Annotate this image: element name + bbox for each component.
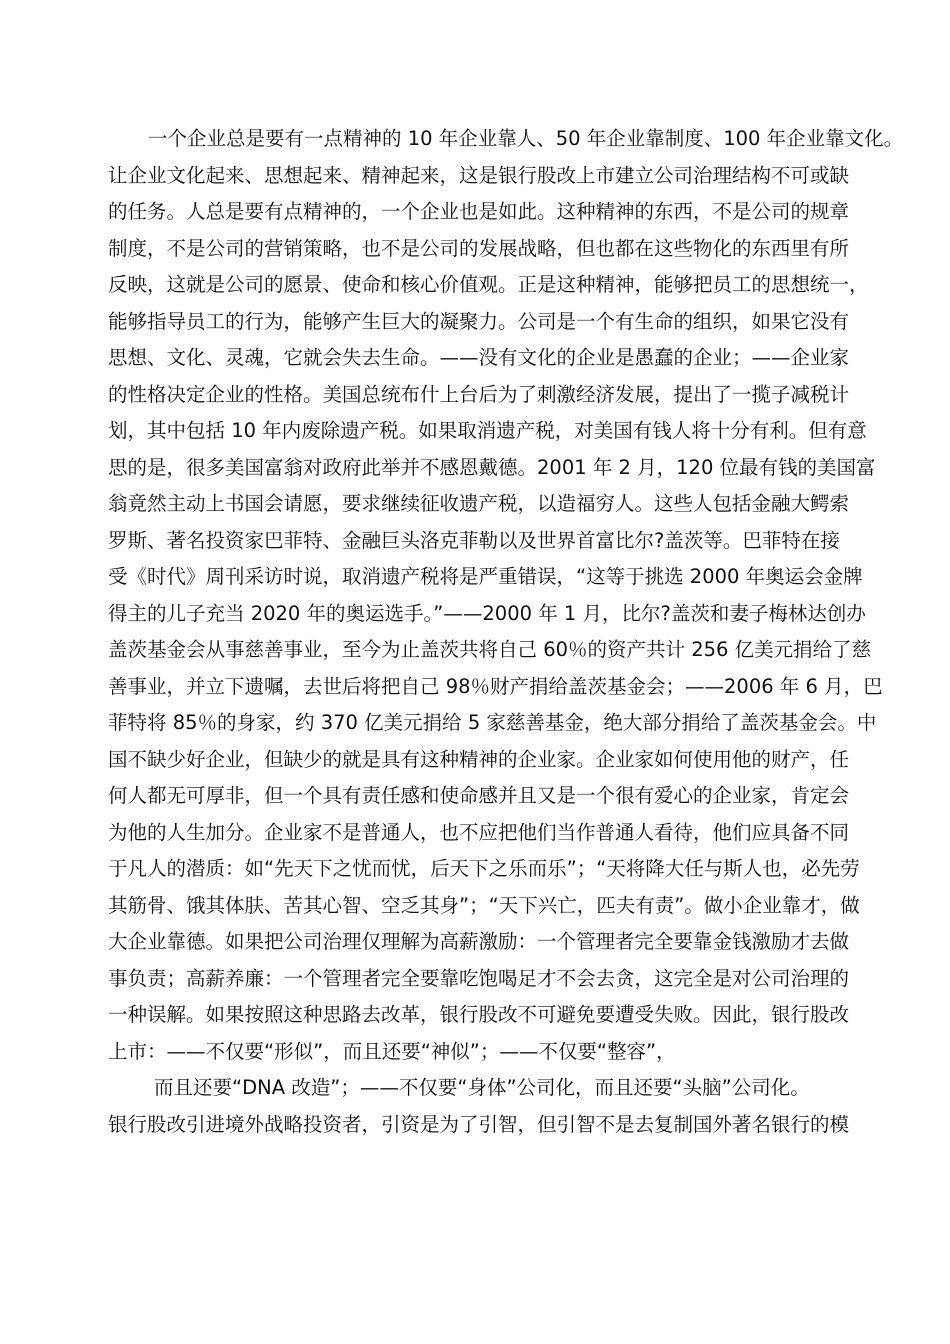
text-line: 划，其中包括 10 年内废除遗产税。如果取消遗产税，对美国有钱人将十分有利。但有意 [108,419,867,442]
text-line: 思的是，很多美国富翁对政府此举并不感恩戴德。2001 年 2 月，120 位最有钱的美国富 [108,455,876,479]
text-line: 得主的儿子充当 2020 年的奥运选手。”——2000 年 1 月，比尔?盖茨和妻子梅林达创办 [108,601,866,625]
text-line: 于凡人的潜质：如“先天下之忧而忧，后天下之乐而乐”；“天将降大任与斯人也，必先劳 [108,857,860,880]
text-line: 让企业文化起来、思想起来、精神起来，这是银行股改上市建立公司治理结构不可或缺 [108,163,850,187]
text-line: 银行股改引进境外战略投资者，引资是为了引智，但引智不是去复制国外著名银行的模 [108,1112,850,1136]
text-line: 的任务。人总是要有点精神的，一个企业也是如此。这种精神的东西，不是公司的规章 [108,200,850,223]
text-line: 其筋骨、饿其体肤、苦其心智、空乏其身”；“天下兴亡，匹夫有责”。做小企业靠才，做 [108,893,860,917]
text-line: 大企业靠德。如果把公司治理仅理解为高薪激励：一个管理者完全要靠金钱激励才去做 [108,930,850,953]
text-line: 菲特将 85％的身家，约 370 亿美元捐给 5 家慈善基金，绝大部分捐给了盖茨基金会。中 [108,711,877,734]
text-line: 盖茨基金会从事慈善事业，至今为止盖茨共将自己 60％的资产共计 256 亿美元捐给了慈 [108,638,872,661]
text-line: 何人都无可厚非，但一个具有责任感和使命感并且又是一个很有爱心的企业家，肯定会 [108,784,850,807]
text-line: 善事业，并立下遗嘱，去世后将把自己 98％财产捐给盖茨基金会；——2006 年 6 月，巴 [108,674,883,698]
text-line: 的性格决定企业的性格。美国总统布什上台后为了刺激经济发展，提出了一揽子减税计 [108,382,850,406]
text-line: 能够指导员工的行为，能够产生巨大的凝聚力。公司是一个有生命的组织，如果它没有 [108,309,850,333]
body-text [108,121,904,1143]
text-line: 国不缺少好企业，但缺少的就是具有这种精神的企业家。企业家如何使用他的财产，任 [108,747,850,771]
text-line: 为他的人生加分。企业家不是普通人，也不应把他们当作普通人看待，他们应具备不同 [108,820,850,844]
text-line: 制度，不是公司的营销策略，也不是公司的发展战略，但也都在这些物化的东西里有所 [108,236,850,260]
text-line: 上市：——不仅要“形似”，而且还要“神似”；——不仅要“整容”， [108,1039,676,1063]
text-line: 罗斯、著名投资家巴菲特、金融巨头洛克菲勒以及世界首富比尔?盖茨等。巴菲特在接 [108,528,840,552]
text-line: 翁竟然主动上书国会请愿，要求继续征收遗产税，以造福穷人。这些人包括金融大鳄索 [108,492,850,515]
text-line: 思想、文化、灵魂，它就会失去生命。——没有文化的企业是愚蠢的企业；——企业家 [108,346,850,369]
text-line: 受《时代》周刊采访时说，取消遗产税将是严重错误，“这等于挑选 2000 年奥运会金牌 [108,565,863,588]
text-line: 而且还要“DNA 改造”；——不仅要“身体”公司化，而且还要“头脑”公司化。 [154,1076,810,1099]
text-line: 反映，这就是公司的愿景、使命和核心价值观。正是这种精神，能够把员工的思想统一， [108,273,869,296]
text-line: 一个企业总是要有一点精神的 10 年企业靠人、50 年企业靠制度、100 年企业靠文化。 [148,127,904,150]
text-line: 一种误解。如果按照这种思路去改革，银行股改不可避免要遭受失败。因此，银行股改 [108,1003,850,1026]
text-line: 事负责；高薪养廉：一个管理者完全要靠吃饱喝足才不会去贪，这完全是对公司治理的 [108,966,850,990]
